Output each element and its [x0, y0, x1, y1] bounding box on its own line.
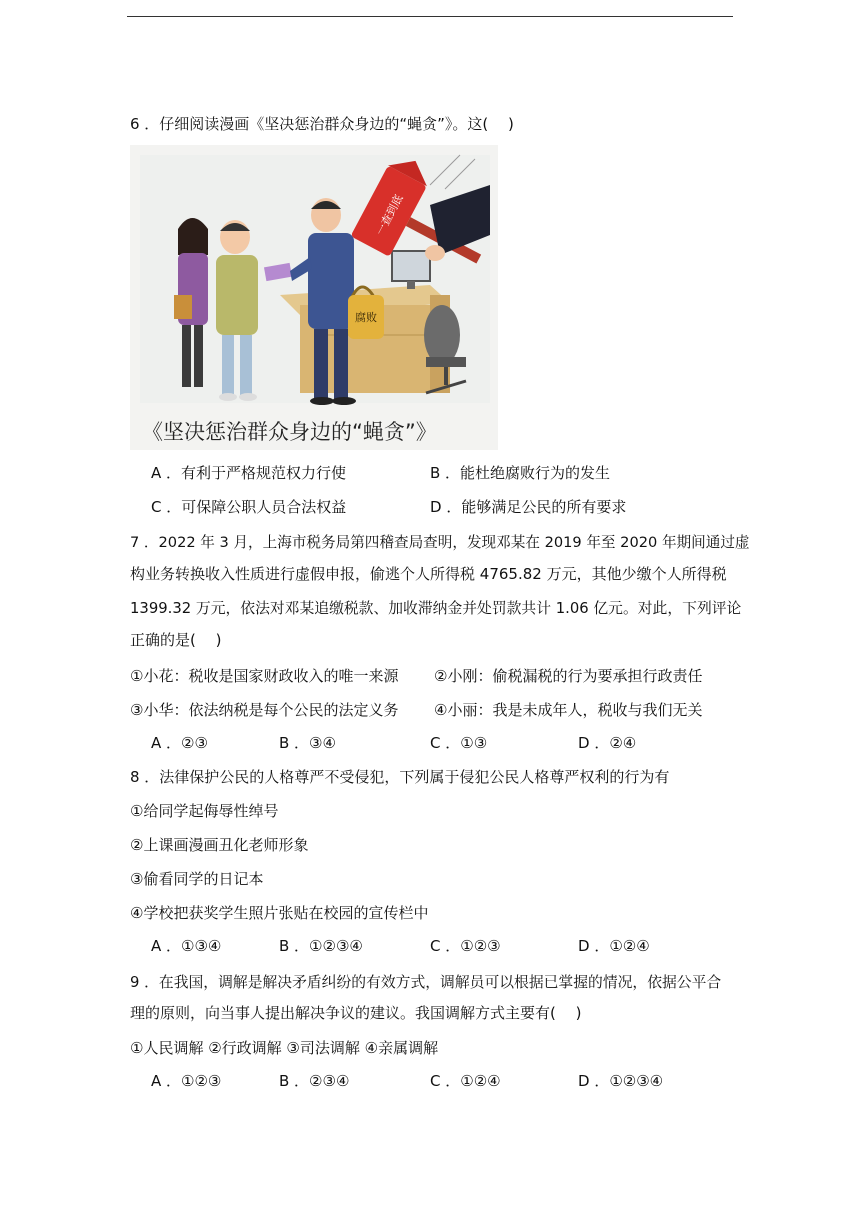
q6-option-b[interactable]: B ．能杜绝腐败行为的发生 — [430, 464, 611, 482]
q7-statement-4: ④小丽：我是未成年人，税收与我们无关 — [434, 701, 703, 719]
q7-stem-line-2: 构业务转换收入性质进行虚假申报，偷逃个人所得税 4765.82 万元，其他少缴个人所得税 — [130, 565, 727, 583]
q8-stem: 8 ．法律保护公民的人格尊严不受侵犯，下列属于侵犯公民人格尊严权利的行为有 — [130, 768, 670, 786]
q8-option-a[interactable]: A ．①③④ — [151, 937, 222, 955]
cartoon-image — [130, 145, 498, 450]
q8-statement-2: ②上课画漫画丑化老师形象 — [130, 836, 309, 854]
q7-statement-2: ②小刚：偷税漏税的行为要承担行政责任 — [434, 667, 703, 685]
q7-option-d[interactable]: D ．②④ — [578, 734, 637, 752]
q9-option-c[interactable]: C ．①②④ — [430, 1072, 501, 1090]
q8-statement-4: ④学校把获奖学生照片张贴在校园的宣传栏中 — [130, 904, 429, 922]
q9-stem-line-2: 理的原则，向当事人提出解决争议的建议。我国调解方式主要有( ) — [130, 1004, 582, 1022]
header-rule — [127, 16, 733, 17]
q9-option-a[interactable]: A ．①②③ — [151, 1072, 222, 1090]
q7-statement-3: ③小华：依法纳税是每个公民的法定义务 — [130, 701, 399, 719]
q9-stem-line-1: 9 ．在我国，调解是解决矛盾纠纷的有效方式，调解员可以根据已掌握的情况，依据公平合 — [130, 974, 722, 991]
q8-option-b[interactable]: B ．①②③④ — [279, 937, 363, 955]
q7-statement-1: ①小花：税收是国家财政收入的唯一来源 — [130, 667, 399, 685]
q6-option-c[interactable]: C ．可保障公职人员合法权益 — [151, 498, 347, 516]
bag-text: 腐败 — [355, 311, 377, 324]
q9-option-d[interactable]: D ．①②③④ — [578, 1072, 664, 1090]
cartoon-caption: 《坚决惩治群众身边的“蝇贪”》 — [142, 420, 437, 444]
cartoon-illustration — [130, 145, 498, 450]
q7-stem-line-3: 1399.32 万元，依法对邓某追缴税款、加收滞纳金并处罚款共计 1.06 亿元。对此，下列评论 — [130, 600, 742, 617]
q9-items: ①人民调解 ②行政调解 ③司法调解 ④亲属调解 — [130, 1039, 439, 1057]
q7-stem-line-4: 正确的是( ) — [130, 631, 222, 649]
hammer-text: 一查到底 — [373, 192, 406, 238]
q7-stem-line-1: 7 ．2022 年 3 月，上海市税务局第四稽查局查明，发现邓某在 2019 年至 2020 年期间通过虚 — [130, 534, 750, 551]
q8-option-c[interactable]: C ．①②③ — [430, 937, 501, 955]
q9-option-b[interactable]: B ．②③④ — [279, 1072, 350, 1090]
q6-option-a[interactable]: A ．有利于严格规范权力行使 — [151, 464, 347, 482]
q8-option-d[interactable]: D ．①②④ — [578, 937, 650, 955]
q8-statement-1: ①给同学起侮辱性绰号 — [130, 802, 279, 820]
q6-stem: 6 ．仔细阅读漫画《坚决惩治群众身边的“蝇贪”》。这( ) — [130, 115, 514, 133]
q6-option-d[interactable]: D ．能够满足公民的所有要求 — [430, 498, 627, 516]
q7-option-c[interactable]: C ．①③ — [430, 734, 488, 752]
q7-option-a[interactable]: A ．②③ — [151, 734, 208, 752]
q8-statement-3: ③偷看同学的日记本 — [130, 870, 264, 888]
q7-option-b[interactable]: B ．③④ — [279, 734, 336, 752]
